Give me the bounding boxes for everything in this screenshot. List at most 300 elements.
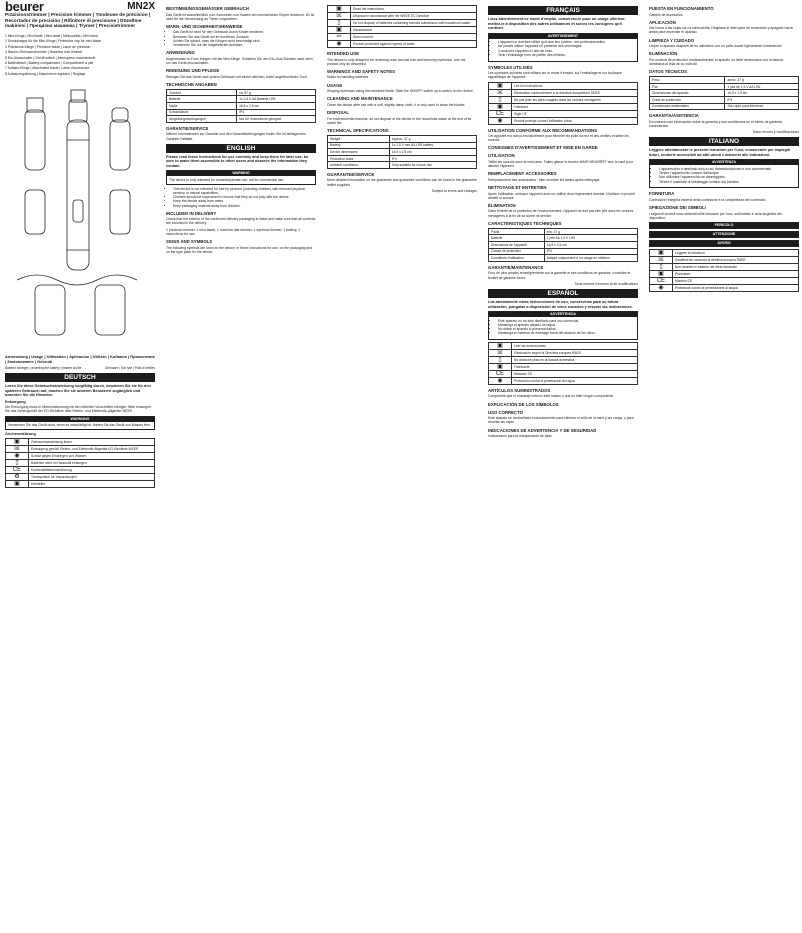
french-guarantee-heading: GARANTIE/MAINTENANCE [488, 264, 544, 270]
battery-icon: ▯ [489, 96, 512, 103]
table-cell: Schutzklasse [167, 109, 237, 116]
english-column [322, 0, 482, 933]
table-row [489, 242, 638, 249]
table-row [328, 155, 477, 162]
french-replace-text: Remplacement des accessoires : bien remettre les lames après nettoyage. [488, 177, 601, 182]
list-item: • This device is not intended for use by persons (including children) with reduced physical, sensory or mental capabilities. [173, 187, 316, 195]
spanish-warnings-text: Indicaciones para la manipulación de pilas [488, 434, 552, 439]
french-tech-heading: CARACTÉRISTIQUES TECHNIQUES [488, 220, 562, 226]
table-cell: Poids [489, 228, 545, 235]
italian-supply-heading: FORNITURA [649, 191, 675, 197]
french-intro: Lisez attentivement ce mode d'emploi, conservez-le pour un usage ultérieur, mettez-le à disposition des autres utilisateurs et suivez les consignes qu'il contient. [488, 17, 626, 31]
symbol-desc: Hersteller [29, 481, 155, 488]
spanish-banner: ESPAÑOL [488, 289, 638, 298]
symbol-row [489, 349, 638, 356]
table-row [167, 96, 316, 103]
battery-icon: ▯ [6, 460, 29, 467]
symbol-row [489, 117, 638, 124]
german-guarantee-heading: GARANTIE/SERVICE [166, 125, 209, 131]
french-errors-note: Sous réserve d'erreurs et de modifications [574, 281, 638, 286]
table-cell: Maße [167, 103, 237, 110]
english-banner: ENGLISH [166, 144, 316, 153]
water-drop-icon: ◉ [489, 377, 512, 384]
english-included-list: 1 precision trimmer, 1 mini-blade, 1 nose/ear hair trimmer, 1 eyebrow trimmer, 1 battery, 1 instructions for use [166, 227, 301, 236]
symbol-row [489, 89, 638, 96]
symbol-desc: Protezione contro la penetrazione di acqua [673, 284, 799, 291]
spanish-tech-table [649, 76, 799, 110]
table-row [167, 116, 316, 123]
list-item: • Mantenga el material de embalaje fuera del alcance de los niños. [498, 331, 635, 335]
italian-danger-box [649, 222, 799, 229]
product-subtitle: Präzisionstrimmer | Precision trimmer | Tondeuse de précision | Recortador de precisión | Rifinitore di precisione | Düzeltme makinesi | Прецизна машинка | Trymer | Precisietrimmer [5, 13, 151, 30]
symbol-row [489, 342, 638, 349]
symbol-row [328, 27, 477, 34]
french-warning-box [488, 33, 638, 62]
symbol-desc: Fabricante [512, 363, 638, 370]
water-drop-icon: ◉ [489, 117, 512, 124]
table-cell: 1 pila de 1,5 V AA LR6 [725, 83, 799, 90]
english-intended-text: The device is only designed for removing nose and ear hair and trimming eyebrows. Use the product only as described. [327, 57, 466, 66]
symbol-row [328, 20, 477, 27]
table-cell: Adapté uniquement à un usage en intérieur [544, 255, 637, 262]
symbol-desc: Produttore [673, 270, 799, 277]
symbol-desc: Trennsymbol für Verpackungen [29, 474, 155, 481]
spanish-cleaning-heading: LIMPIEZA Y CUIDADO [649, 37, 695, 43]
symbol-row [328, 13, 477, 20]
english-disposal-heading: DISPOSAL [327, 110, 349, 116]
symbol-row [328, 34, 477, 41]
symbol-row [650, 256, 799, 263]
ce-mark-icon: CE [489, 370, 512, 377]
table-row [650, 90, 799, 97]
english-warnings-list [166, 187, 316, 208]
german-dispose-text: Die Entsorgung muss in Übereinstimmung mit den örtlichen Vorschriften erfolgen. Bitte entsorgen Sie das Gerät gemäß der EG-Richtlinie über Elektro- und Elektronik-Altgeräte WEEE. [5, 405, 152, 414]
symbol-desc: Protección contra la penetración del agua [512, 377, 638, 384]
table-cell: Gewicht [167, 89, 237, 96]
symbol-desc: Smaltimento secondo la direttiva europea RAEE [673, 256, 799, 263]
legend-item: 1 Mini-Klinge | Mini blade | Mini-lame | Minicuchilla | Mini lama [5, 33, 98, 38]
list-item: • No utilice el aparato si presenta daños. [498, 327, 635, 331]
book-icon: ▣ [328, 6, 351, 13]
symbol-desc: Direct current [351, 34, 477, 41]
spanish-symbols-heading: EXPLICACIÓN DE LOS SÍMBOLOS [488, 401, 559, 407]
ce-mark-icon: CE [6, 467, 29, 474]
french-spanish-column [483, 0, 643, 933]
danger-title: PERICOLO [650, 223, 798, 228]
applications-heading: Anwendung | Usage | Utilisation | Aplicación | Utilizzo | Kullanım | Применение | Zastosowanie | Gebruik [5, 353, 155, 364]
list-item: • Este aparato no ha sido diseñado para uso comercial. [498, 319, 635, 323]
table-cell: 16,5 x 2,5 cm [544, 242, 637, 249]
list-item: • Tenere il materiale di imballaggio lontano dai bambini. [659, 180, 796, 184]
factory-icon: ▣ [6, 481, 29, 488]
english-tech-heading: TECHNICAL SPECIFICATIONS [327, 127, 389, 133]
table-cell: Dimensiones del aparato [650, 90, 725, 97]
symbol-row [489, 377, 638, 384]
french-warnings-list [491, 40, 635, 57]
spanish-warning-box [488, 311, 638, 340]
spanish-disposal-heading: ELIMINACIÓN [649, 51, 678, 57]
french-clean-text: Après l'utilisation, nettoyez l'appareil avec un chiffon doux légèrement humide. N'utilisez ni produit abrasif ni solvant. [488, 191, 635, 200]
symbol-row [489, 96, 638, 103]
english-guarantee-heading: GUARANTEE/SERVICE [327, 171, 375, 177]
factory-icon: ▣ [489, 103, 512, 110]
symbol-row [489, 103, 638, 110]
legend-item: 8 Aufsatzregulierung | Attachment regulator | Réglage [5, 71, 86, 76]
table-row [489, 235, 638, 242]
symbol-desc: Leer las instrucciones [512, 342, 638, 349]
ce-mark-icon: CE [650, 277, 673, 284]
warning-body [489, 317, 637, 339]
english-included-heading: INCLUDED IN DELIVERY [166, 210, 217, 216]
symbol-row [6, 481, 155, 488]
list-item: • Verwenden Sie nur die mitgelieferten Aufsätze. [173, 43, 316, 47]
brand-logo: beurer [5, 0, 44, 14]
table-cell: aprox. 37 g [725, 77, 799, 84]
symbol-row [328, 6, 477, 13]
spanish-start-heading: PUESTA EN FUNCIONAMIENTO [649, 6, 714, 11]
factory-icon: ▣ [489, 363, 512, 370]
german-tech-table [166, 89, 316, 123]
caution-title: ATTENZIONE [650, 232, 798, 237]
english-tech-table [327, 135, 477, 169]
list-item: • L'apparecchio è destinato solo a uso domestico/privato e non commerciale. [659, 167, 796, 171]
symbol-desc: Non smaltire le batterie nei rifiuti domestici [673, 263, 799, 270]
table-row [489, 228, 638, 235]
symbol-desc: Sigle CE [512, 110, 638, 117]
legend-item: 3 Präzisions-Klinge | Precision blade | Lame de précision [5, 44, 91, 49]
symbol-row [328, 41, 477, 48]
italian-supply-text: Controllare l'integrità esterna della confezione e la completezza del contenuto. [649, 197, 767, 202]
german-warnings-list [166, 30, 316, 47]
figure-captions [5, 366, 155, 370]
table-cell: env. 37 g [544, 228, 637, 235]
water-drop-icon: ◉ [328, 41, 351, 48]
spanish-cleaning-text: Limpie el aparato después de su utilización con un paño suave ligeramente humedecido. [649, 44, 783, 49]
french-instructions-heading: UTILISATION [488, 153, 515, 159]
table-row [167, 103, 316, 110]
french-tech-table [488, 228, 638, 262]
table-row [489, 248, 638, 255]
table-cell: Protection class [328, 155, 390, 162]
table-cell: IP4 [544, 248, 637, 255]
italian-symbol-table [649, 249, 799, 292]
english-disposal-text: For environmental reasons, do not dispose of the device in the household waste at the end of its useful life. [327, 116, 472, 125]
table-cell: Ambient conditions [328, 162, 390, 169]
list-item: • L'appareil ne doit être utilisé qu'à des fins privées, non professionnelles. [498, 40, 635, 44]
list-item: • Das Gerät ist nicht für den Gebrauch durch Kinder bestimmt. [173, 30, 316, 34]
german-tech-heading: TECHNISCHE ANGABEN [166, 81, 217, 87]
factory-icon: ▣ [328, 27, 351, 34]
spanish-warnings-heading: INDICACIONES DE ADVERTENCIA Y DE SEGURIDAD [488, 427, 597, 433]
french-banner: FRANÇAIS [488, 6, 638, 15]
table-row [650, 77, 799, 84]
list-item: • Children should be supervised to ensure that they do not play with the device. [173, 195, 316, 199]
table-cell: Umgebungsbedingungen [167, 116, 237, 123]
german-cleaning-text: Reinigen Sie das Gerät nach jedem Gebrauch mit einem weichen, leicht angefeuchteten Tuch. [166, 74, 308, 79]
german-warnings-heading: WARN- UND SICHERHEITSHINWEISE [166, 23, 243, 29]
german-english-column [161, 0, 321, 933]
list-item: • Tenir l'emballage hors de portée des enfants. [498, 53, 635, 57]
italian-banner: ITALIANO [649, 137, 799, 146]
english-safety-text: Notes on handling batteries [327, 75, 369, 80]
book-icon: ▣ [6, 439, 29, 446]
legend-item: 6 Batteriefach | Battery compartment | Compartiment à pile [5, 60, 94, 65]
cover-column [0, 0, 160, 933]
table-cell: Solo apto para interiores [725, 103, 799, 110]
model-name: MN2X [127, 1, 155, 12]
english-signs-heading: SIGNS AND SYMBOLS [166, 239, 213, 245]
english-safety-heading: WARNINGS AND SAFETY NOTES [327, 68, 396, 74]
italian-warnings-list [652, 167, 796, 184]
german-guarantee-text: Nähere Informationen zur Garantie und den Garantiebedingungen finden Sie im beiliegenden Garantie-Faltblatt. [166, 132, 306, 141]
ce-mark-icon: CE [489, 110, 512, 117]
symbol-row [6, 439, 155, 446]
table-cell: 16,5 x 2,5 cm [725, 90, 799, 97]
book-icon: ▣ [489, 82, 512, 89]
list-item: • Keep the device away from water. [173, 199, 316, 203]
table-cell: Device dimensions [328, 149, 390, 156]
table-row [650, 97, 799, 104]
warning-title: WARNUNG [6, 417, 154, 422]
symbol-row [489, 356, 638, 363]
french-warnings-heading: CONSIGNES D'AVERTISSEMENT ET MISE EN GARDE [488, 145, 598, 151]
table-row [328, 135, 477, 142]
battery-icon: ▯ [328, 20, 351, 27]
battery-icon: ▯ [650, 263, 673, 270]
crossed-bin-icon: ☒ [328, 13, 351, 20]
list-item: • Benutzen Sie das Gerät nur im trockenen Zustand. [173, 35, 316, 39]
table-cell: Only suitable for indoor use [389, 162, 476, 169]
list-item: • Keep packaging material away from children. [173, 204, 316, 208]
french-clean-heading: NETTOYAGE ET ENTRETIEN [488, 185, 547, 191]
table-cell: IP4 [389, 155, 476, 162]
english-included-text: Check that the exterior of the cardboard delivery packaging is intact and make sure that all contents are included in the delivery. [166, 217, 316, 226]
spanish-use-text: Este aparato se ha diseñado exclusivamente para eliminar el vello de la nariz y las orejas, y para recortar las cejas. [488, 416, 634, 425]
french-elim-text: Dans l'intérêt de la protection de l'environnement, l'appareil ne doit pas être jeté avec les ordures ménagères à la fin de sa durée de service. [488, 209, 634, 218]
recycle-icon: ♻ [6, 474, 29, 481]
symbol-desc: Schutz gegen Eindringen von Wasser [29, 453, 155, 460]
warning-body: Verwenden Sie das Gerät nicht, wenn es beschädigt ist. Halten Sie das Gerät von Wasser fern. [8, 423, 151, 428]
table-cell: 16.5 x 2.5 cm [389, 149, 476, 156]
symbol-desc: Read the instructions [351, 6, 477, 13]
list-item: • Achten Sie darauf, dass die Klingen nicht beschädigt sind. [173, 39, 316, 43]
english-warning-box [166, 170, 316, 184]
symbol-desc: Do not dispose of batteries containing harmful substances with household waste [351, 20, 477, 27]
italian-notice-box [649, 240, 799, 247]
symbol-desc: Disposal in accordance with the WEEE EC Directive [351, 13, 477, 20]
french-uses-text: Cet appareil est conçu exclusivement pour éliminer les poils du nez et des oreilles et tailler les sourcils. [488, 134, 629, 143]
warning-title: AVERTISSEMENT [489, 34, 637, 39]
symbol-desc: No deseche pilas en la basura doméstica [512, 356, 638, 363]
table-cell: Pila [650, 83, 725, 90]
table-row [328, 149, 477, 156]
table-cell: Clase de protección [650, 97, 725, 104]
water-drop-icon: ◉ [6, 453, 29, 460]
warning-body [650, 165, 798, 187]
spanish-intro: Lea atentamente estas instrucciones de uso, consérvelas para su futura utilización, póngalas a disposición de otros usuarios y respete las indicaciones. [488, 299, 633, 309]
german-banner: DEUTSCH [5, 373, 155, 382]
symbol-desc: Leggere le istruzioni [673, 249, 799, 256]
english-cleaning-text: Clean the device after use with a soft, slightly damp cloth. It is only used to clean the blades. [327, 102, 466, 107]
english-intended-heading: INTENDED USE [327, 51, 359, 56]
german-symbols-heading: Zeichenerklärung [5, 431, 36, 436]
legend-item: 2 Schutzkappe für die Mini-Klinge | Protective cap for mini blade [5, 39, 102, 44]
spanish-application-text: Dar forma a las cejas con la minicuchilla. Desplace el interruptor de encendido y apagado hacia arriba para encender el aparato. [649, 26, 793, 35]
english-errors-note: Subject to errors and changes [431, 188, 477, 193]
symbol-row [650, 284, 799, 291]
table-cell: Conditions d'utilisation [489, 255, 545, 262]
warning-body [489, 39, 637, 61]
symbol-desc: Gebrauchsanweisung lesen [29, 439, 155, 446]
symbol-row [6, 460, 155, 467]
french-elim-heading: ÉLIMINATION [488, 202, 516, 208]
spanish-symbol-table [488, 342, 638, 385]
symbol-desc: Eliminación según la Directiva europea RAEE [512, 349, 638, 356]
spanish-application-heading: APLICACIÓN [649, 19, 676, 25]
table-cell: Batterie [489, 235, 545, 242]
table-cell: 16,5 x 2,5 cm [237, 103, 316, 110]
table-row [650, 83, 799, 90]
legend-item: 7 Aufsatz-Klinge | Attachment blade | Lame d'accessoire [5, 66, 90, 71]
crossed-bin-icon: ☒ [650, 256, 673, 263]
spanish-italian-column [644, 0, 802, 933]
italian-symbols-text: I seguenti simboli sono utilizzati nelle istruzioni per l'uso, sull'imballo e sulla targhetta del dispositivo: [649, 211, 782, 220]
symbol-row [489, 370, 638, 377]
list-item: • Non utilizzare l'apparecchio se danneggiato. [659, 175, 796, 179]
notice-title: AVVISO [650, 241, 798, 246]
spanish-errors-note: Salvo errores y modificaciones [752, 130, 799, 135]
german-application-heading: ANWENDUNG [166, 50, 195, 56]
table-cell: Classe de protection [489, 248, 545, 255]
symbol-desc: Fabricant [512, 103, 638, 110]
table-cell: Dimensions de l'appareil [489, 242, 545, 249]
table-cell: Nur für Innenräume geeignet [237, 116, 316, 123]
brand-row [5, 0, 155, 14]
table-cell: 1x 1,5 V AA Batterie LR6 [237, 96, 316, 103]
table-row [489, 255, 638, 262]
spanish-disposal-text: Por motivos de protección medioambiental, el aparato no debe desecharse con la basura doméstica al final de su vida útil. [649, 57, 784, 67]
symbol-row [6, 467, 155, 474]
table-cell: ca. 87 g [237, 89, 316, 96]
table-cell: IP4 [725, 97, 799, 104]
crossed-bin-icon: ☒ [489, 89, 512, 96]
spanish-warnings-list [491, 319, 635, 336]
symbol-row [6, 446, 155, 453]
table-row [650, 103, 799, 110]
symbol-row [489, 110, 638, 117]
symbol-row [6, 453, 155, 460]
italian-intro: Leggere attentamente le presenti istruzioni per l'uso, conservarle per impieghi futuri, renderle accessibili ad altri utenti e attenersi alle indicazioni. [649, 148, 791, 157]
table-cell: IP4 [237, 109, 316, 116]
table-cell: 1x 1.5 V mm AA LR6 battery [389, 142, 476, 149]
symbol-row [650, 263, 799, 270]
caption-right: Ohrhaare | Ear hair | Poils d'oreilles [104, 365, 155, 370]
parts-legend [5, 34, 155, 76]
spanish-start-text: Cambio de accesorios [649, 12, 683, 17]
table-row [167, 109, 316, 116]
spanish-tech-heading: DATOS TÉCNICOS [649, 69, 688, 75]
symbol-desc: Lire les instructions [512, 82, 638, 89]
english-intro: Please read these instructions for use carefully and keep them for later use, be sure to make them accessible to other users and observe the information they contain. [166, 154, 309, 168]
table-cell: Battery [328, 142, 390, 149]
table-row [328, 162, 477, 169]
french-symbols-heading: SYMBOLES UTILISÉS [488, 64, 533, 70]
german-use-heading: BESTIMMUNGSGEMÄSSER GEBRAUCH [166, 6, 249, 11]
trimmer-drawing [5, 80, 155, 350]
spanish-guarantee-heading: GARANTÍA/ASISTENCIA [649, 113, 699, 119]
symbol-desc: Marchio CE [673, 277, 799, 284]
spanish-use-heading: USO CORRECTO [488, 409, 524, 415]
crossed-bin-icon: ☒ [6, 446, 29, 453]
german-application-text: Augenbrauen in Form bringen mit der Mini-Klinge. Schieben Sie den Ein-/Aus-Schalter nach oben, um das Gerät einzuschalten. [166, 56, 314, 65]
symbol-row [489, 82, 638, 89]
italian-symbols-heading: SPIEGAZIONE DEI SIMBOLI [649, 205, 706, 210]
table-cell: Peso [650, 77, 725, 84]
french-uses-heading: UTILISATION CONFORME AUX RECOMMANDATIONS [488, 127, 598, 133]
german-symbol-table [5, 438, 155, 488]
warning-title: ADVERTENCIA [489, 312, 637, 317]
direct-current-icon: ⎓ [328, 34, 351, 41]
symbol-row [489, 363, 638, 370]
english-usage-text: Shaping eyebrows using the miniature blade. Slide the ON/OFF switch up to switch on the device. [327, 89, 474, 94]
symbol-desc: Élimination conformément à la directive européenne DEEE [512, 89, 638, 96]
book-icon: ▣ [489, 342, 512, 349]
symbol-desc: Produit protégé contre l'infiltration d'eau [512, 117, 638, 124]
legend-item: 5 Ein-/Ausschalter | On/off switch | Interrupteur marche/arrêt [5, 55, 96, 60]
warning-title: AVVERTENZA [650, 160, 798, 165]
list-item: • Mantenga el aparato alejado del agua. [498, 323, 635, 327]
symbol-row [6, 474, 155, 481]
battery-icon: ▯ [489, 356, 512, 363]
book-icon: ▣ [650, 249, 673, 256]
table-row [328, 142, 477, 149]
italian-caution-box [649, 231, 799, 238]
french-instructions-text: Tailler les sourcils avec la mini-lame. Faites glisser le bouton MARCHE/ARRÊT vers le haut pour allumer l'appareil. [488, 159, 633, 169]
warning-body: The device is only intended for domestic/private use, not for commercial use. [169, 177, 285, 182]
german-dispose-heading: Entsorgung [5, 399, 26, 404]
symbol-desc: Batterien nicht im Hausmüll entsorgen [29, 460, 155, 467]
italian-warning-box [649, 159, 799, 188]
table-row [167, 89, 316, 96]
symbol-desc: Manufacturer [351, 27, 477, 34]
legend-item: 4 Nasen-/Ohrhaarschneider | Nose/ear hair trimmer [5, 50, 83, 55]
french-symbol-table [488, 82, 638, 125]
list-item: • Ne jamais utiliser l'appareil s'il présente des dommages. [498, 44, 635, 48]
table-cell: 1 pile AA 1,5 V LR6 [544, 235, 637, 242]
symbol-desc: Marcado CE [512, 370, 638, 377]
english-usage-heading: USAGE [327, 82, 343, 88]
german-use-text: Das Gerät ist ausschließlich zum Schneiden von Haaren am menschlichen Körper bestimmt. Es ist nicht für die Verwendung an Tieren vorgesehen. [166, 12, 315, 21]
symbol-desc: Product protected against ingress of water [351, 41, 477, 48]
device-illustration [5, 80, 155, 350]
spanish-articles-text: Compruebe que el embalaje exterior esté intacto y que no falte ningún componente. [488, 394, 615, 399]
german-intro: Lesen Sie diese Gebrauchsanweisung sorgfältig durch, bewahren Sie sie für den späteren Gebrauch auf, machen Sie sie anderen Benutzern zugänglich und beachten Sie die Hinweise. [5, 383, 151, 398]
list-item: • Tenere l'apparecchio lontano dall'acqua. [659, 171, 796, 175]
symbol-row [650, 277, 799, 284]
english-guarantee-text: More detailed information on the guarantee and guarantee conditions can be found in the guarantee leaflet supplied. [327, 178, 477, 187]
french-symbols-text: Les symboles suivants sont utilisés sur le mode d'emploi, sur l'emballage et sur la plaque signalétique de l'appareil : [488, 71, 622, 80]
german-cleaning-heading: REINIGUNG UND PFLEGE [166, 68, 220, 74]
english-symbol-table [327, 5, 477, 48]
table-cell: Approx. 37 g [389, 135, 476, 142]
spanish-guarantee-text: Encontrará más información sobre la garantía y sus condiciones en el folleto de garantía suministrado. [649, 119, 782, 128]
symbol-desc: Konformitätskennzeichnung [29, 467, 155, 474]
table-cell: Batterie [167, 96, 237, 103]
warning-title: WARNING [167, 171, 315, 176]
french-guarantee-text: Pour de plus amples renseignements sur la garantie et ses conditions de garantie, consultez le feuillet de garantie fourni. [488, 271, 631, 280]
list-item: • Conservez l'appareil à l'abri de l'eau. [498, 49, 635, 53]
english-cleaning-heading: CLEANING AND MAINTENANCE [327, 96, 393, 102]
